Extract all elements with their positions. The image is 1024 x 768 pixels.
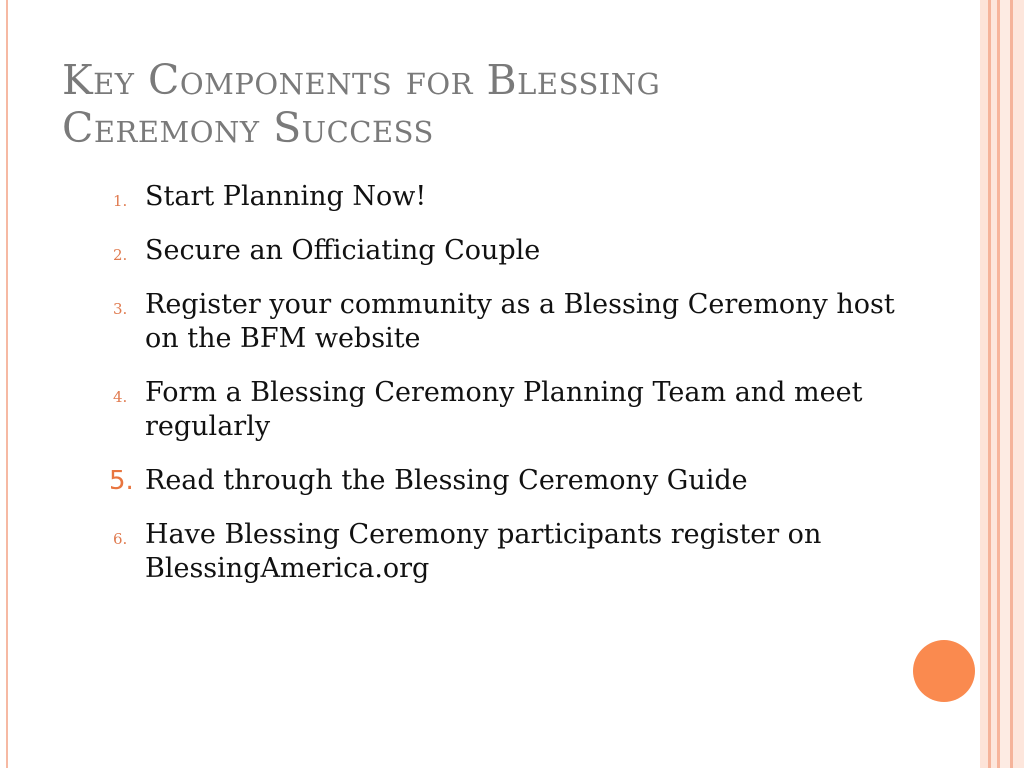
right-stripe bbox=[1013, 0, 1024, 768]
list-item-number: 3. bbox=[113, 300, 128, 318]
list-item-text: Read through the Blessing Ceremony Guide bbox=[145, 465, 748, 496]
list-item bbox=[105, 288, 905, 356]
list-item bbox=[105, 518, 905, 586]
list-item bbox=[105, 376, 905, 444]
list-item-number: 2. bbox=[113, 246, 128, 264]
slide-title-line-2: Ceremony Success bbox=[62, 104, 434, 152]
numbered-list bbox=[105, 180, 905, 606]
list-item-text: Register your community as a Blessing Ceremony host on the BFM website bbox=[145, 289, 895, 354]
right-stripe bbox=[1000, 0, 1010, 768]
slide-title-line-1: Key Components for Blessing bbox=[62, 56, 661, 104]
list-item-text: Start Planning Now! bbox=[145, 181, 427, 212]
list-item bbox=[105, 180, 905, 214]
list-item bbox=[105, 464, 905, 498]
list-item-number: 1. bbox=[113, 192, 128, 210]
slide-title bbox=[62, 56, 942, 152]
right-stripe bbox=[980, 0, 988, 768]
list-item bbox=[105, 234, 905, 268]
list-item-number: 6. bbox=[113, 530, 128, 548]
orange-circle-decoration bbox=[913, 640, 975, 702]
list-item-number: 4. bbox=[113, 388, 128, 406]
left-border-line bbox=[6, 0, 8, 768]
list-item-text: Secure an Officiating Couple bbox=[145, 235, 541, 266]
list-item-text: Form a Blessing Ceremony Planning Team and meet regularly bbox=[145, 377, 863, 442]
list-item-text: Have Blessing Ceremony participants register on BlessingAmerica.org bbox=[145, 519, 822, 584]
list-item-number: 5. bbox=[109, 466, 134, 496]
